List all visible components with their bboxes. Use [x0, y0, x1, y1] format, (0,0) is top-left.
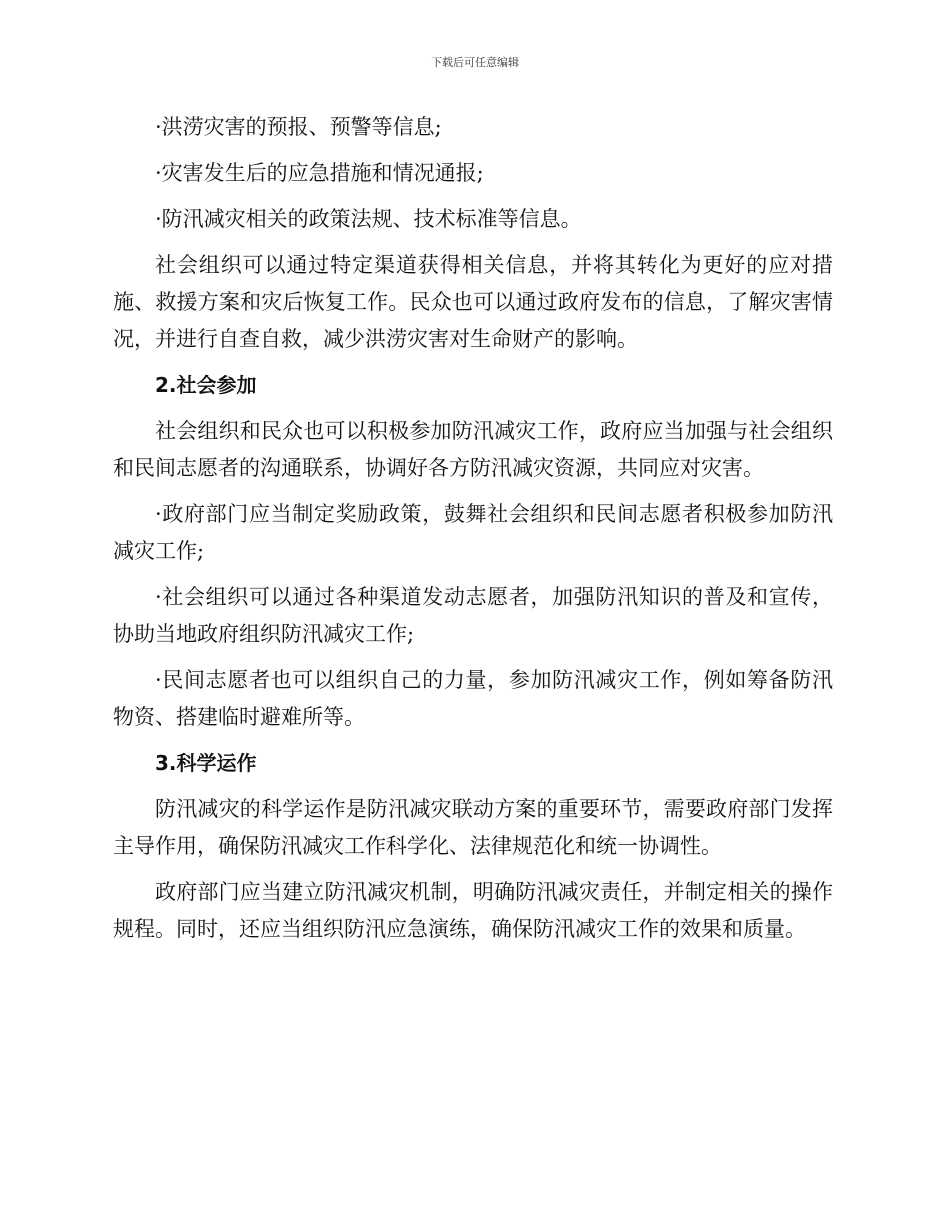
section-heading-social-participation: 2.社会参加 [155, 373, 257, 397]
bullet-emergency-measures: ·灾害发生后的应急措施和情况通报; [155, 161, 484, 185]
page-header-note: 下载后可任意编辑 [431, 56, 519, 69]
paragraph-info-usage: 社会组织可以通过特定渠道获得相关信息，并将其转化为更好的应对措施、救援方案和灾后恢复工作。民众也可以通过政府发布的信息，了解灾害情况，并进行自查自救，减少洪涝灾害对生命财产的影响。 [113, 253, 833, 351]
section-heading-scientific-operation: 3.科学运作 [155, 751, 257, 775]
paragraph-scientific-operation: 防汛减灾的科学运作是防汛减灾联动方案的重要环节，需要政府部门发挥主导作用，确保防汛减灾工作科学化、法律规范化和统一协调性。 [113, 797, 833, 858]
bullet-reward-policy: ·政府部门应当制定奖励政策，鼓舞社会组织和民间志愿者积极参加防汛减灾工作; [113, 502, 833, 563]
document-body [113, 109, 833, 957]
bullet-mobilize-volunteers: ·社会组织可以通过各种渠道发动志愿者，加强防汛知识的普及和宣传，协助当地政府组织防汛减灾工作; [113, 585, 833, 646]
paragraph-social-participation: 社会组织和民众也可以积极参加防汛减灾工作，政府应当加强与社会组织和民间志愿者的沟通联系，协调好各方防汛减灾资源，共同应对灾害。 [113, 419, 833, 480]
paragraph-mechanism: 政府部门应当建立防汛减灾机制，明确防汛减灾责任，并制定相关的操作规程。同时，还应当组织防汛应急演练，确保防汛减灾工作的效果和质量。 [113, 880, 833, 941]
bullet-forecast-info: ·洪涝灾害的预报、预警等信息; [155, 115, 442, 139]
bullet-volunteer-actions: ·民间志愿者也可以组织自己的力量，参加防汛减灾工作，例如筹备防汛物资、搭建临时避难所等。 [113, 668, 833, 729]
bullet-policy-regulations: ·防汛减灾相关的政策法规、技术标准等信息。 [155, 207, 582, 231]
